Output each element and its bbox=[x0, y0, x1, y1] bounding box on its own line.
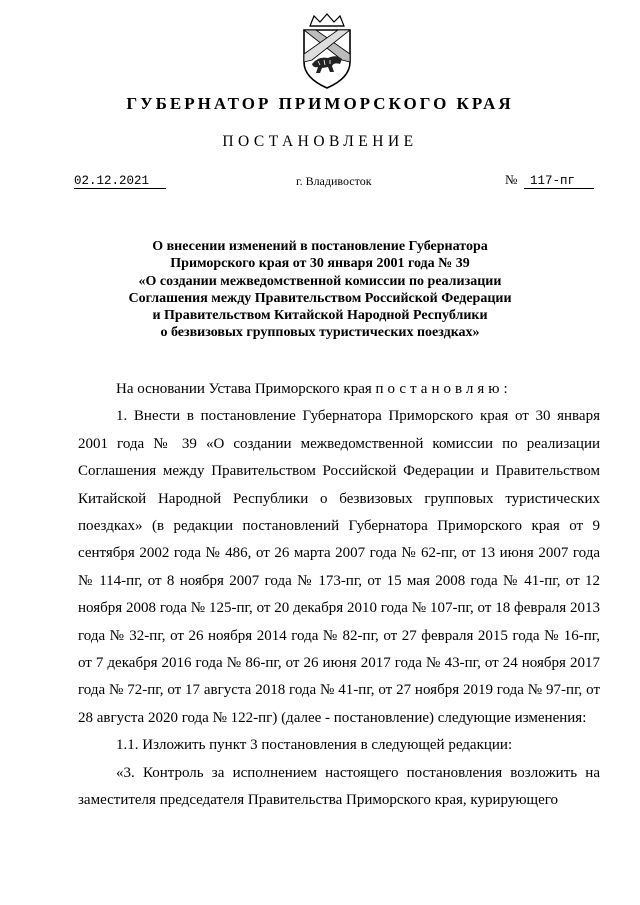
paragraph-1-1: 1.1. Изложить пункт 3 постановления в следующей редакции: bbox=[116, 737, 513, 754]
intro-colon: : bbox=[503, 381, 508, 397]
number-sign: № bbox=[505, 172, 518, 187]
intro-text: На основании Устава Приморского края bbox=[116, 381, 376, 397]
coat-of-arms-emblem bbox=[296, 12, 358, 90]
issue-city: г. Владивосток bbox=[296, 174, 372, 188]
title-line: и Правительством Китайской Народной Республики bbox=[152, 308, 488, 324]
title-line: «О создании межведомственной комиссии по реализации bbox=[138, 273, 502, 289]
issuer-title: ГУБЕРНАТОР ПРИМОРСКОГО КРАЯ bbox=[126, 94, 514, 113]
document-body bbox=[78, 376, 600, 815]
document-date: 02.12.2021 bbox=[74, 174, 166, 189]
document-title bbox=[90, 238, 550, 342]
title-line: Приморского края от 30 января 2001 года № 39 bbox=[170, 256, 470, 272]
paragraph-3-quote: «3. Контроль за исполнением настоящего постановления возложить на заместителя председателя Правительства Приморского края, курирующего bbox=[78, 764, 600, 809]
title-line: о безвизовых групповых туристических поездках» bbox=[160, 325, 480, 341]
decree-word: постановляю bbox=[375, 381, 504, 397]
document-number: 117-пг bbox=[524, 174, 594, 189]
title-line: О внесении изменений в постановление Губернатора bbox=[152, 239, 488, 254]
intro-paragraph bbox=[78, 376, 600, 403]
paragraph-1: 1. Внести в постановление Губернатора Приморского края от 30 января 2001 года № 39 «О создании межведомственной комиссии по реализации Соглашения между Правительством Российской Федерации и Правительством Китайской Народной Республики о безвизовых групповых туристических поездках» (в редакции постановлений Губернатора Приморского края от 9 сентября 2002 года № 486, от 26 марта 2007 года № 62-пг, от 13 июня 2007 года № 114-пг, от 8 ноября 2007 года № 173-пг, от 15 мая 2008 года № 41-пг, от 12 ноября 2008 года № 125-пг, от 20 декабря 2010 года № 107-пг, от 18 февраля 2013 года № 32-пг, от 26 ноября 2014 года № 82-пг, от 27 февраля 2015 года № 16-пг, от 7 декабря 2016 года № 86-пг, от 26 июня 2017 года № 43-пг, от 24 ноября 2017 года № 72-пг, от 17 августа 2018 года № 41-пг, от 27 ноября 2019 года № 97-пг, от 28 августа 2020 года № 122-пг) (далее - постановление) следующие изменения: bbox=[78, 408, 600, 726]
document-type: ПОСТАНОВЛЕНИЕ bbox=[222, 133, 418, 150]
title-line: Соглашения между Правительством Российской Федерации bbox=[128, 290, 512, 306]
